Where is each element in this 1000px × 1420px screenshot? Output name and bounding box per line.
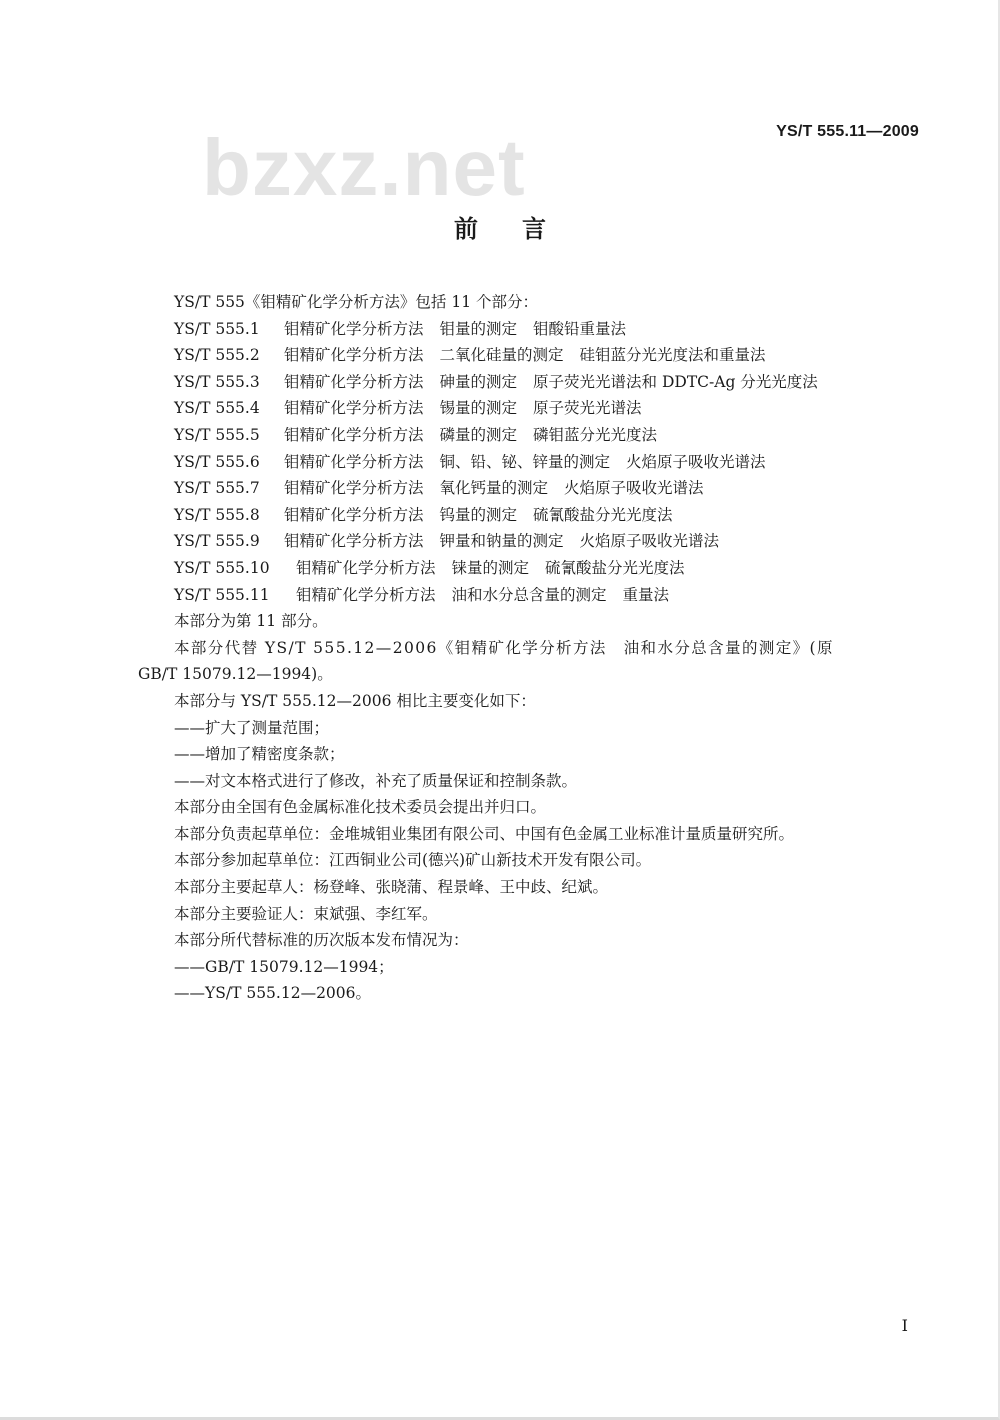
change-item: ——增加了精密度条款； [174,745,345,764]
part-technique: 硅钼蓝分光光度法和重量法 [579,346,766,365]
part-code: YS/T 555.9 [174,532,260,551]
part-technique: 硫氰酸盐分光光度法 [533,505,673,524]
part-method: 钼精矿化学分析方法 [284,346,424,365]
part-code: YS/T 555.5 [174,425,260,444]
part-technique: 硫氰酸盐分光光度法 [545,558,685,577]
parts-list [138,316,920,609]
part-code: YS/T 555.6 [174,452,260,471]
part-code: YS/T 555.3 [174,372,260,391]
part-technique: 火焰原子吸收光谱法 [579,532,720,551]
part-line [138,502,920,529]
part-line [138,395,920,422]
part-method: 钼精矿化学分析方法 [284,452,424,471]
part-line [138,449,920,476]
part-item: 油和水分总含量的测定 [451,585,607,604]
part-item: 铜、铅、铋、锌量的测定 [439,452,611,471]
part-code: YS/T 555.7 [174,479,260,498]
part-code: YS/T 555.2 [174,346,260,365]
change-item: ——扩大了测量范围； [174,718,330,737]
standard-number: YS/T 555.11—2009 [776,123,919,140]
foreword-body [138,289,920,1007]
page-number: I [901,1316,908,1335]
page-title: 前言 [454,215,590,243]
part-item: 磷量的测定 [439,425,518,444]
part-item: 二氧化硅量的测定 [439,346,564,365]
part-line [138,582,920,609]
part-method: 钼精矿化学分析方法 [284,505,424,524]
part-item: 钨量的测定 [439,505,518,524]
part-technique: 磷钼蓝分光光度法 [533,425,658,444]
part-code: YS/T 555.10 [174,558,270,577]
verifiers-paragraph: 本部分主要验证人：束斌强、李红军。 [174,904,438,923]
history-item: ——YS/T 555.12—2006。 [174,984,372,1003]
replaces-paragraph-line-2: GB/T 15079.12—1994)。 [138,665,333,684]
part-technique: 原子荧光光谱法 [533,399,642,418]
part-method: 钼精矿化学分析方法 [284,479,424,498]
part-item: 砷量的测定 [439,372,518,391]
part-technique: 火焰原子吸收光谱法 [564,479,704,498]
part-code: YS/T 555.11 [174,585,270,604]
part-item: 锡量的测定 [439,399,518,418]
this-part-paragraph: 本部分为第 11 部分。 [174,612,328,631]
part-item: 钾量和钠量的测定 [439,532,564,551]
part-method: 钼精矿化学分析方法 [284,425,424,444]
part-line [138,475,920,502]
part-code: YS/T 555.8 [174,505,260,524]
part-technique: 重量法 [622,585,670,604]
part-line [138,422,920,449]
part-method: 钼精矿化学分析方法 [296,585,436,604]
changes-intro: 本部分与 YS/T 555.12—2006 相比主要变化如下： [174,691,536,710]
part-line [138,528,920,555]
replaces-paragraph-line-1: 本部分代替 YS/T 555.12—2006《钼精矿化学分析方法 油和水分总含量的测定》(原 [174,638,834,657]
part-code: YS/T 555.4 [174,399,260,418]
part-code: YS/T 555.1 [174,319,260,338]
proposed-by-paragraph: 本部分由全国有色金属标准化技术委员会提出并归口。 [174,798,547,817]
drafters-paragraph: 本部分主要起草人：杨登峰、张晓蒲、程景峰、王中歧、纪斌。 [174,878,609,897]
part-line [138,555,920,582]
drafting-units-paragraph: 本部分负责起草单位：金堆城钼业集团有限公司、中国有色金属工业标准计量质量研究所。 [174,824,795,843]
change-item: ——对文本格式进行了修改，补充了质量保证和控制条款。 [174,771,578,790]
part-item: 钼量的测定 [439,319,518,338]
part-line [138,316,920,343]
part-technique: 原子荧光光谱法和 DDTC-Ag 分光光度法 [533,372,818,391]
part-line [138,369,920,396]
part-technique: 钼酸铅重量法 [533,319,627,338]
part-method: 钼精矿化学分析方法 [284,532,424,551]
participating-units-paragraph: 本部分参加起草单位：江西铜业公司(德兴)矿山新技术开发有限公司。 [174,851,652,870]
part-method: 钼精矿化学分析方法 [296,558,436,577]
part-line [138,342,920,369]
history-item: ——GB/T 15079.12—1994； [174,957,394,976]
part-technique: 火焰原子吸收光谱法 [626,452,766,471]
part-item: 铼量的测定 [451,558,530,577]
history-intro: 本部分所代替标准的历次版本发布情况为： [174,931,469,950]
part-item: 氧化钙量的测定 [439,479,549,498]
part-method: 钼精矿化学分析方法 [284,319,424,338]
part-method: 钼精矿化学分析方法 [284,372,424,391]
part-method: 钼精矿化学分析方法 [284,399,424,418]
intro-paragraph: YS/T 555《钼精矿化学分析方法》包括 11 个部分： [174,293,539,311]
watermark: bzxz.net [202,123,526,212]
